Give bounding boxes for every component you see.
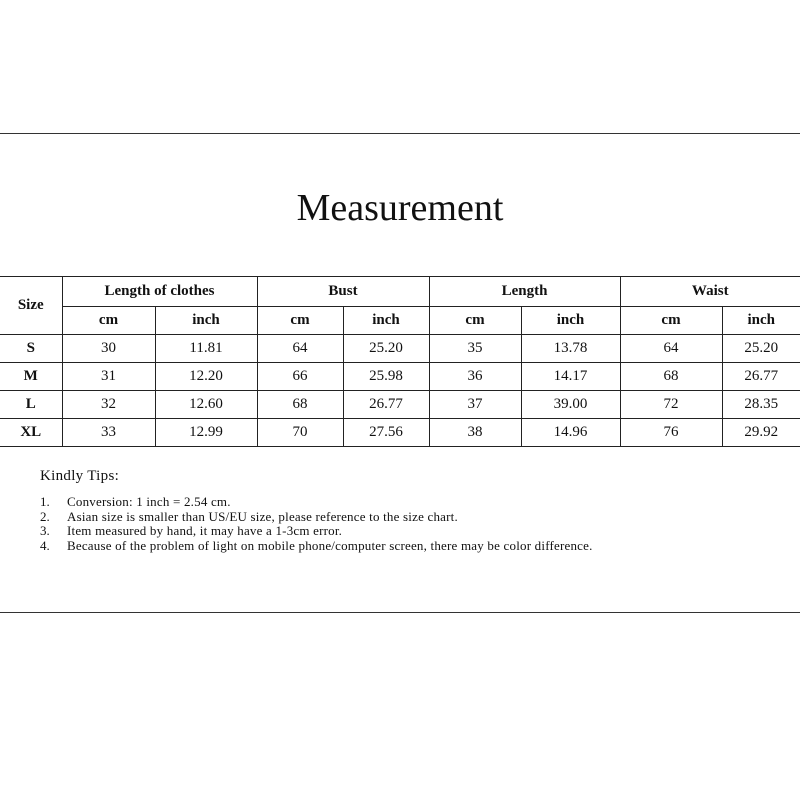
table-cell: 26.77 [722, 363, 800, 391]
table-row [0, 391, 800, 419]
table-cell: 26.77 [343, 391, 429, 419]
table-cell: 36 [429, 363, 521, 391]
table-row [0, 335, 800, 363]
list-item [40, 539, 740, 554]
unit-header-inch: inch [343, 307, 429, 335]
table-row [0, 363, 800, 391]
tip-text: Because of the problem of light on mobile phone/computer screen, there may be color difference. [67, 537, 593, 553]
tips-list [40, 495, 740, 553]
group-header-length: Length [429, 277, 620, 307]
table-cell: 70 [257, 419, 343, 447]
table-cell: 68 [257, 391, 343, 419]
unit-header-inch: inch [521, 307, 620, 335]
tip-number: 3. [40, 523, 50, 538]
group-header-waist: Waist [620, 277, 800, 307]
unit-header-cm: cm [62, 307, 155, 335]
size-cell: M [0, 363, 62, 391]
table-cell: 64 [620, 335, 722, 363]
list-item [40, 495, 740, 510]
table-cell: 35 [429, 335, 521, 363]
tip-text: Asian size is smaller than US/EU size, please reference to the size chart. [67, 508, 458, 524]
page-title: Measurement [296, 187, 504, 229]
top-divider [0, 133, 800, 134]
tips-heading: Kindly Tips: [40, 468, 120, 484]
bottom-divider [0, 612, 800, 613]
tip-text: Conversion: 1 inch = 2.54 cm. [67, 494, 231, 509]
table-cell: 38 [429, 419, 521, 447]
size-cell: S [0, 335, 62, 363]
unit-header-inch: inch [722, 307, 800, 335]
unit-header-cm: cm [429, 307, 521, 335]
size-cell: L [0, 391, 62, 419]
table-cell: 28.35 [722, 391, 800, 419]
table-cell: 68 [620, 363, 722, 391]
group-header-bust: Bust [257, 277, 429, 307]
table-cell: 27.56 [343, 419, 429, 447]
table-cell: 31 [62, 363, 155, 391]
list-item [40, 510, 740, 525]
table-cell: 66 [257, 363, 343, 391]
table-cell: 14.17 [521, 363, 620, 391]
kindly-tips [40, 468, 740, 553]
table-cell: 25.20 [343, 335, 429, 363]
tip-number: 1. [40, 494, 50, 509]
table-cell: 14.96 [521, 419, 620, 447]
size-cell: XL [0, 419, 62, 447]
table-cell: 25.20 [722, 335, 800, 363]
table-cell: 30 [62, 335, 155, 363]
unit-header-cm: cm [620, 307, 722, 335]
table-cell: 29.92 [722, 419, 800, 447]
table-cell: 12.60 [155, 391, 257, 419]
table-cell: 72 [620, 391, 722, 419]
group-header-length-of-clothes: Length of clothes [62, 277, 257, 307]
table-cell: 32 [62, 391, 155, 419]
table-cell: 11.81 [155, 335, 257, 363]
size-chart-table [0, 276, 800, 447]
tip-number: 2. [40, 508, 50, 524]
table-cell: 12.20 [155, 363, 257, 391]
table-cell: 39.00 [521, 391, 620, 419]
table-cell: 12.99 [155, 419, 257, 447]
unit-header-cm: cm [257, 307, 343, 335]
table-cell: 37 [429, 391, 521, 419]
unit-header-row [0, 307, 800, 335]
tip-number: 4. [40, 537, 50, 553]
table-cell: 25.98 [343, 363, 429, 391]
table-cell: 33 [62, 419, 155, 447]
unit-header-inch: inch [155, 307, 257, 335]
table-cell: 64 [257, 335, 343, 363]
table-cell: 76 [620, 419, 722, 447]
table-row [0, 419, 800, 447]
list-item [40, 524, 740, 539]
tip-text: Item measured by hand, it may have a 1-3cm error. [67, 523, 343, 538]
table-cell: 13.78 [521, 335, 620, 363]
group-header-row [0, 277, 800, 307]
size-header: Size [0, 277, 62, 335]
